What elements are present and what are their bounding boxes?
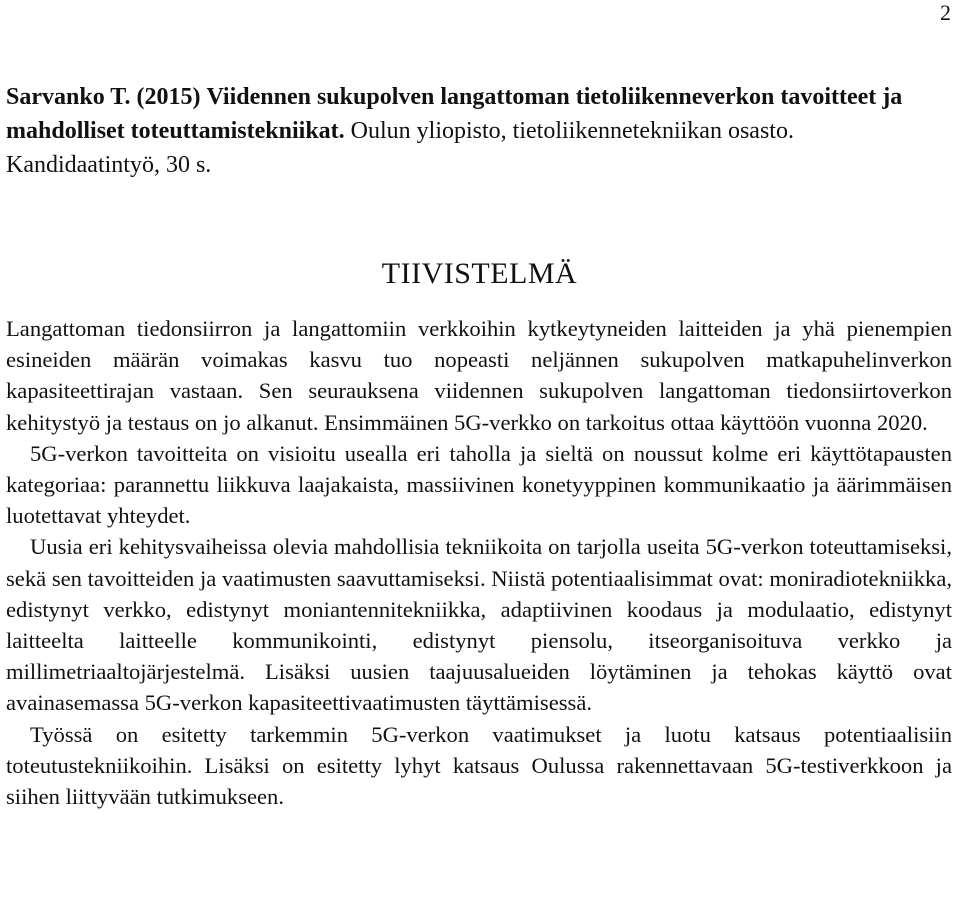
abstract-heading: TIIVISTELMÄ bbox=[381, 257, 578, 290]
abstract-paragraph-2: 5G-verkon tavoitteita on visioitu usealla eri taholla ja sieltä on noussut kolme eri käyttötapausten kategoriaa: parannettu liikkuva laajakaista, massiivinen konetyyppinen kommunikaatio ja äärimmäisen luotettavat yhteydet. bbox=[6, 440, 952, 529]
abstract-paragraph-3: Uusia eri kehitysvaiheissa olevia mahdollisia tekniikoita on tarjolla useita 5G-verkon toteuttamiseksi, sekä sen tavoitteiden ja vaatimusten saavuttamiseksi. Niistä potentiaalisimmat ovat: moniradiotekniikka, edistynyt verkko, edistynyt moniantennitekniikka, adaptiivinen koodaus ja modulaatio, edistynyt laitteelta laitteelle kommunikointi, edistynyt piensolu, itseorganisoituva verkko ja millimetriaaltojärjestelmä. Lisäksi uusien taajuusalueiden löytäminen ja tehokas käyttö ovat avainasemassa 5G-verkon kapasiteettivaatimusten täyttämisessä. bbox=[6, 534, 952, 716]
citation bbox=[6, 80, 946, 182]
abstract-body bbox=[6, 313, 952, 812]
citation-title: Viidennen sukupolven langattoman tietoliikenneverkon tavoitteet ja mahdolliset toteuttamistekniikat. bbox=[6, 84, 903, 144]
citation-author-year: Sarvanko T. (2015) bbox=[6, 84, 201, 110]
page-number: 2 bbox=[940, 0, 951, 25]
abstract-paragraph-4: Työssä on esitetty tarkemmin 5G-verkon vaatimukset ja luotu katsaus potentiaalisiin toteutustekniikoihin. Lisäksi on esitetty lyhyt katsaus Oulussa rakennettavaan 5G-testiverkkoon ja siihen liittyvään tutkimukseen. bbox=[6, 721, 952, 810]
abstract-paragraph-1: Langattoman tiedonsiirron ja langattomiin verkkoihin kytkeytyneiden laitteiden ja yhä pienempien esineiden määrän voimakas kasvu tuo nopeasti neljännen sukupolven matkapuhelinverkon kapasiteettirajan vastaan. Sen seurauksena viidennen sukupolven langattoman tiedonsiirtoverkon kehitystyö ja testaus on jo alkanut. Ensimmäinen 5G-verkko on tarkoitus ottaa käyttöön vuonna 2020. bbox=[6, 316, 952, 435]
citation-publisher: Oulun yliopisto, tietoliikennetekniikan osasto. Kandidaatintyö, 30 s. bbox=[6, 118, 794, 178]
